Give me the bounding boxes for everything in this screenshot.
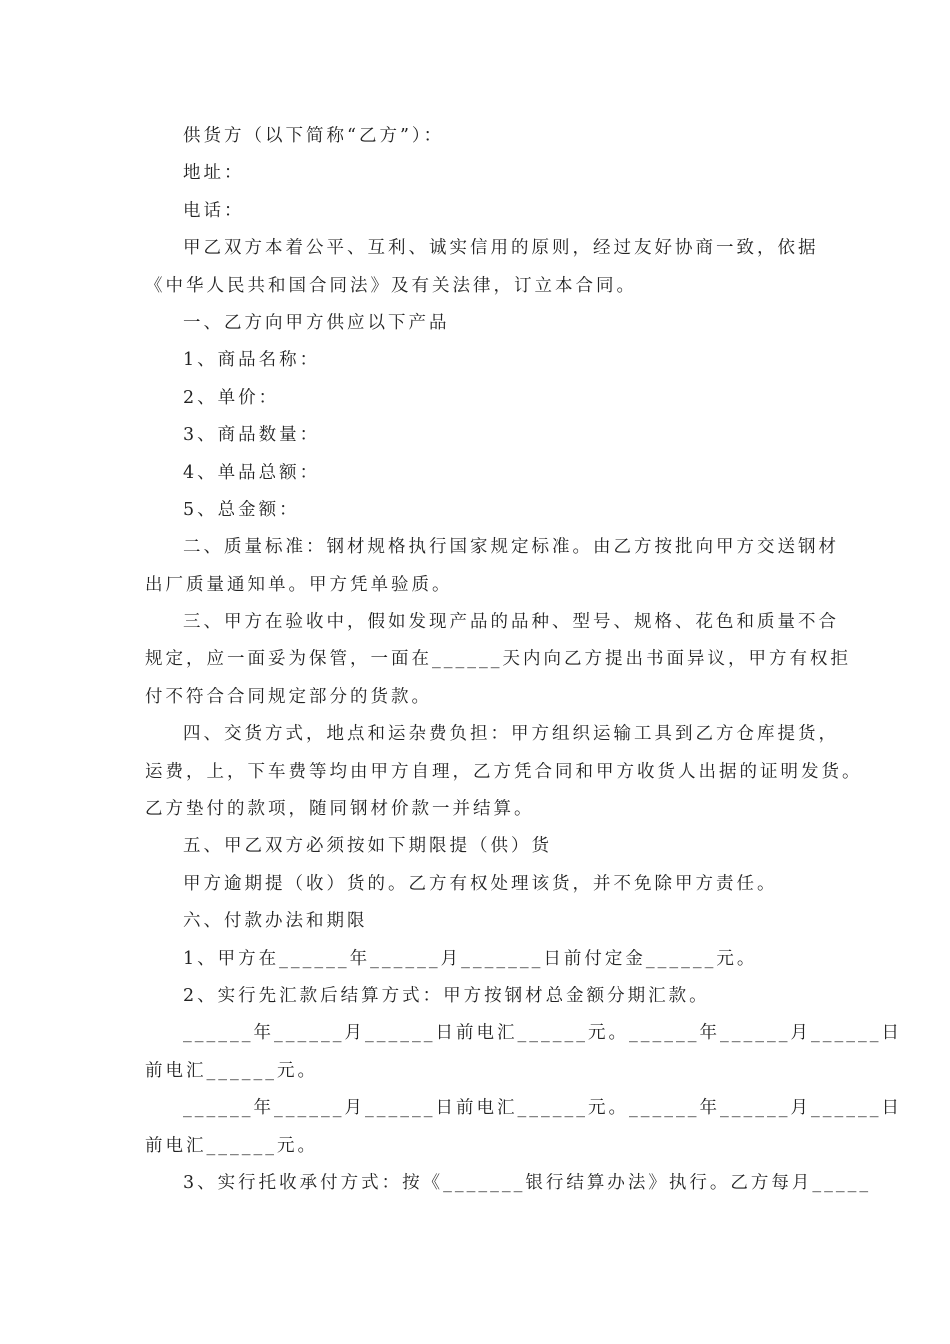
paragraph-line: ______年______月______日前电汇______元。______年______月______日	[183, 1023, 902, 1044]
paragraph-line: 地址：	[183, 163, 245, 184]
paragraph-line: 3、商品数量：	[183, 425, 321, 446]
section-heading: 一、乙方向甲方供应以下产品	[183, 312, 450, 333]
paragraph-line: 供货方（以下简称“乙方”）：	[183, 126, 445, 146]
paragraph-line: 前电汇______元。	[145, 1135, 318, 1156]
paragraph-line: 5、总金额：	[183, 499, 300, 520]
paragraph-line: 3、实行托收承付方式：按《_______银行结算办法》执行。乙方每月_____	[183, 1172, 872, 1193]
paragraph-line: 甲乙双方本着公平、互利、诚实信用的原则，经过友好协商一致，依据	[183, 238, 819, 259]
paragraph-line: 运费，上，下车费等均由甲方自理，乙方凭合同和甲方收货人出据的证明发货。	[145, 761, 863, 782]
paragraph-line: 付不符合合同规定部分的货款。	[145, 686, 432, 707]
paragraph-line: 2、实行先汇款后结算方式：甲方按钢材总金额分期汇款。	[183, 985, 710, 1006]
section-heading: 三、甲方在验收中，假如发现产品的品种、型号、规格、花色和质量不合	[183, 612, 839, 633]
paragraph-line: 前电汇______元。	[145, 1060, 318, 1081]
section-heading: 四、交货方式，地点和运杂费负担：甲方组织运输工具到乙方仓库提货，	[183, 724, 839, 745]
paragraph-line: 规定，应一面妥为保管，一面在______天内向乙方提出书面异议，甲方有权拒	[145, 649, 851, 670]
paragraph-line: 乙方垫付的款项，随同钢材价款一并结算。	[145, 799, 535, 820]
paragraph-line: 《中华人民共和国合同法》及有关法律，订立本合同。	[145, 275, 637, 296]
paragraph-line: 电话：	[183, 200, 245, 221]
paragraph-line: ______年______月______日前电汇______元。______年______月______日	[183, 1098, 902, 1119]
paragraph-line: 2、单价：	[183, 387, 280, 408]
paragraph-line: 出厂质量通知单。甲方凭单验质。	[145, 574, 453, 595]
paragraph-line: 甲方逾期提（收）货的。乙方有权处理该货，并不免除甲方责任。	[183, 873, 778, 894]
document-body	[145, 118, 902, 1202]
section-heading: 六、付款办法和期限	[183, 911, 368, 932]
section-heading: 二、质量标准：钢材规格执行国家规定标准。由乙方按批向甲方交送钢材	[183, 537, 839, 558]
paragraph-line: 1、商品名称：	[183, 350, 321, 371]
paragraph-line: 4、单品总额：	[183, 462, 321, 483]
section-heading: 五、甲乙双方必须按如下期限提（供）货	[183, 836, 552, 857]
paragraph-line: 1、甲方在______年______月_______日前付定金______元。	[183, 948, 758, 969]
